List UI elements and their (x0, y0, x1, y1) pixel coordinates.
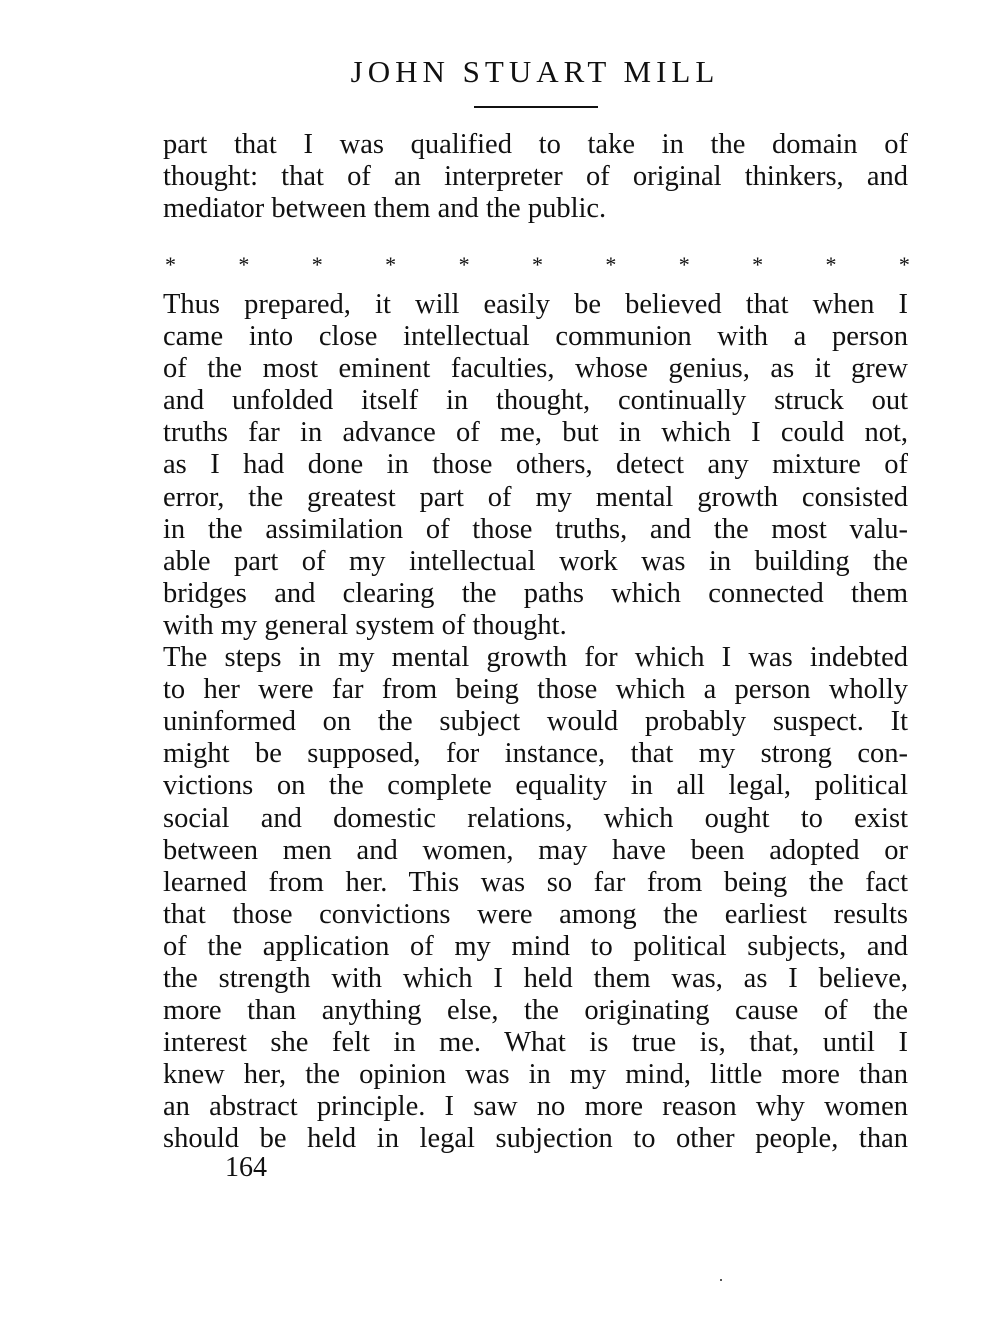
text-line: uninformed on the subject would probably suspect. It (163, 706, 908, 738)
section-break (165, 254, 910, 276)
text-line: learned from her. This was so far from being the fact (163, 866, 908, 898)
paragraph-2 (163, 289, 908, 642)
text-line: an abstract principle. I saw no more reason why women (163, 1091, 908, 1123)
asterisk-mark: * (531, 252, 543, 277)
text-line: with my general system of thought. (163, 609, 567, 641)
text-line: to her were far from being those which a person wholly (163, 674, 908, 706)
text-line: between men and women, may have been adopted or (163, 834, 908, 866)
asterisk-mark: * (458, 252, 470, 277)
page-number: 164 (225, 1152, 267, 1183)
text-line: thought: that of an interpreter of original thinkers, and (163, 161, 908, 193)
text-line: able part of my intellectual work was in building the (163, 545, 908, 577)
asterisk-mark: * (165, 252, 176, 277)
body-text (163, 289, 908, 1156)
text-line: part that I was qualified to take in the domain of (163, 129, 908, 160)
text-line: that those convictions were among the earliest results (163, 898, 908, 930)
text-line: in the assimilation of those truths, and the most valu- (163, 513, 908, 545)
text-line: might be supposed, for instance, that my strong con- (163, 738, 908, 770)
scan-speck (720, 1279, 722, 1281)
text-line: victions on the complete equality in all legal, political (163, 770, 908, 802)
asterisk-mark: * (311, 252, 323, 277)
text-line: knew her, the opinion was in my mind, little more than (163, 1059, 908, 1091)
text-line: of the application of my mind to political subjects, and (163, 930, 908, 962)
text-line: bridges and clearing the paths which connected them (163, 577, 908, 609)
text-line: and unfolded itself in thought, continually struck out (163, 385, 908, 417)
asterisk-mark: * (605, 252, 617, 277)
asterisk-mark: * (678, 252, 690, 277)
asterisk-mark: * (752, 252, 764, 277)
text-line: the strength with which I held them was, as I believe, (163, 962, 908, 994)
text-line: truths far in advance of me, but in which I could not, (163, 417, 908, 449)
asterisk-mark: * (238, 252, 250, 277)
text-line: more than anything else, the originating cause of the (163, 995, 908, 1027)
text-line: error, the greatest part of my mental growth consisted (163, 481, 908, 513)
asterisk-mark: * (898, 252, 910, 277)
text-line: of the most eminent faculties, whose genius, as it grew (163, 353, 908, 385)
text-line: should be held in legal subjection to other people, than (163, 1123, 908, 1155)
text-line: social and domestic relations, which ought to exist (163, 802, 908, 834)
text-line: Thus prepared, it will easily be believed that when I (163, 289, 908, 320)
text-line: mediator between them and the public. (163, 193, 607, 225)
running-head-title: JOHN STUART MILL (350, 54, 720, 89)
paragraph-1 (163, 129, 908, 225)
text-line: came into close intellectual communion with a person (163, 321, 908, 353)
text-line: The steps in my mental growth for which I was indebted (163, 642, 908, 674)
asterisk-mark: * (825, 252, 837, 277)
text-line: interest she felt in me. What is true is, that, until I (163, 1027, 908, 1059)
header-rule (474, 106, 598, 108)
paragraph-3 (163, 642, 908, 1156)
text-line: as I had done in those others, detect any mixture of (163, 449, 908, 481)
asterisk-mark: * (385, 252, 397, 277)
